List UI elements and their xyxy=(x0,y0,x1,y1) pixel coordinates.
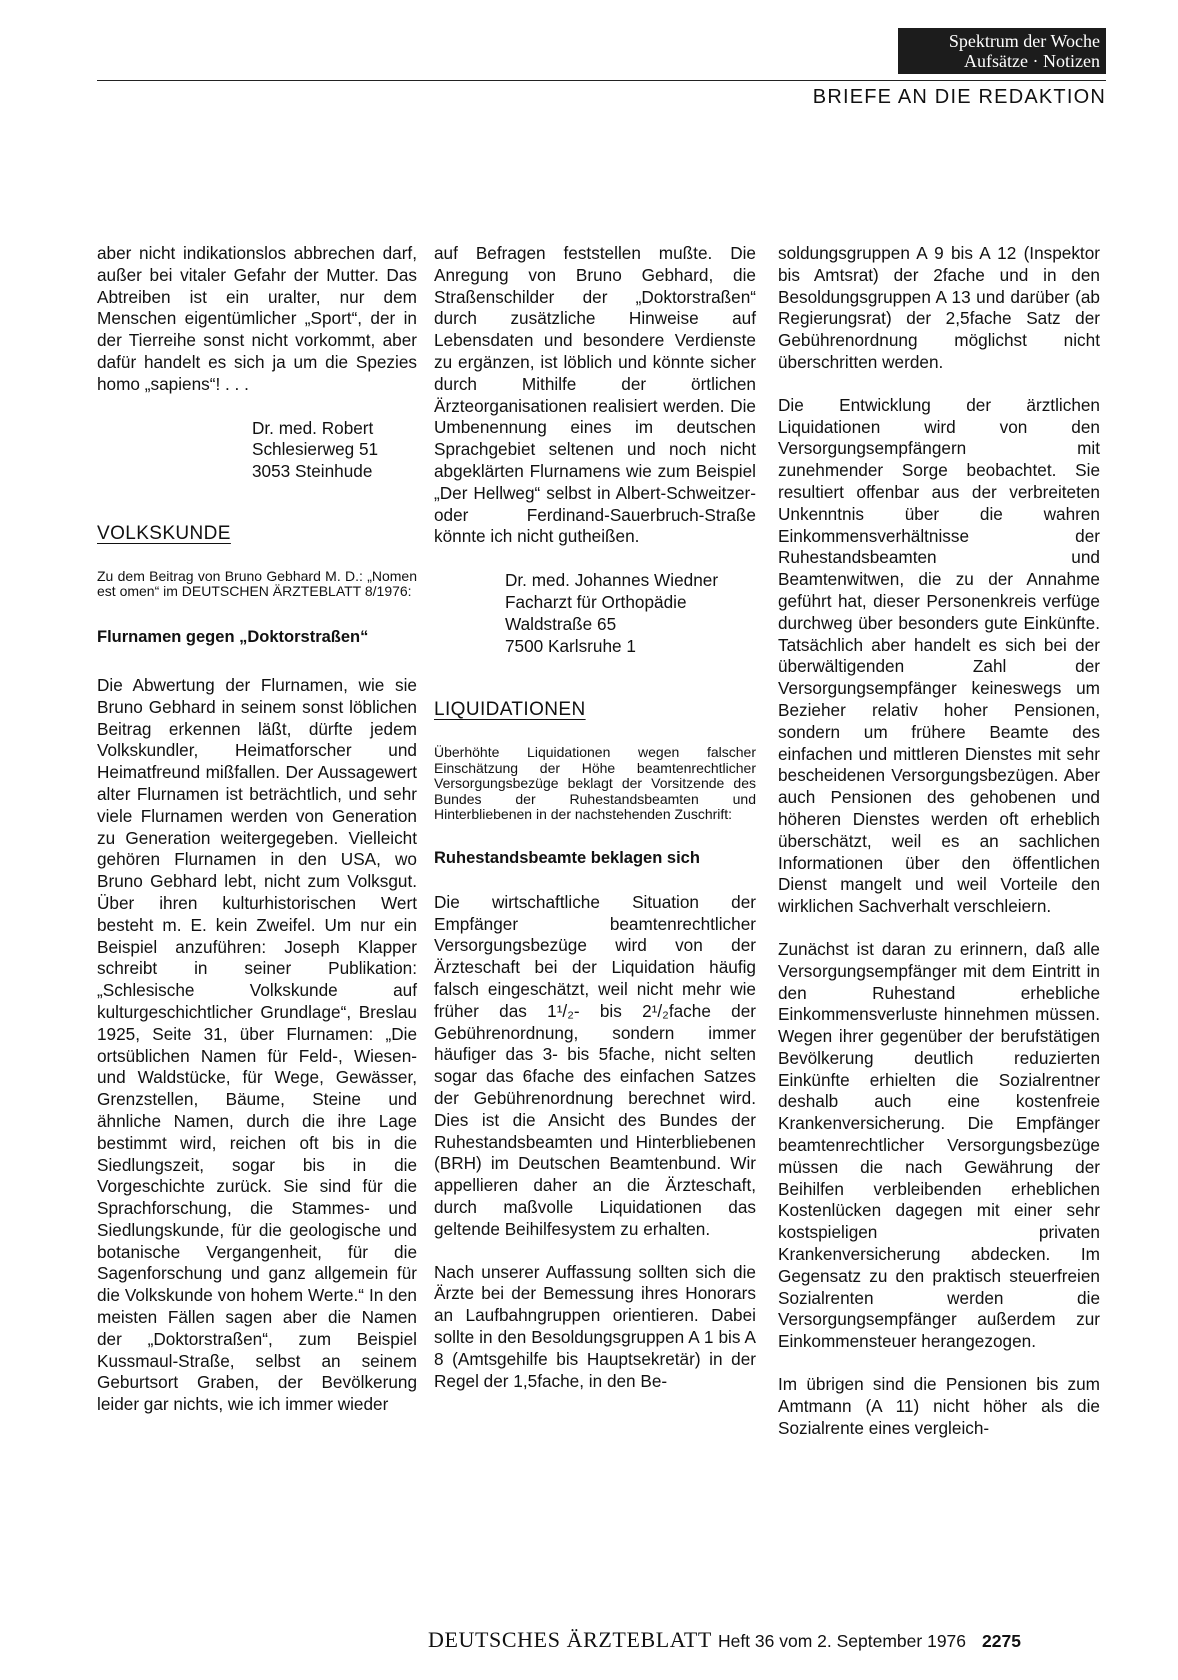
page-number: 2275 xyxy=(982,1631,1021,1651)
body-paragraph: Die Entwicklung der ärztlichen Liquidationen wird von den Versorgungsempfängern mit zunehmender Sorge beobachtet. Sie resultiert offenbar aus der verbreiteten Unkenntnis über die wahren Einkommensverhältnisse der Ruhestandsbeamten und Beamtenwitwen, die zu der Annahme geführt hat, dieser Personenkreis verfüge durchweg über besonders gute Einkünfte. Tatsächlich aber handelt es sich bei der überwältigenden Zahl der Versorgungsempfänger keineswegs um Bezieher relativ hoher Pensionen, sondern um frühere Beamte des einfachen und mittleren Dienstes mit sehr bescheidenen Versorgungsbezügen. Aber auch Pensionen des gehobenen und höheren Dienstes werden oft erheblich überschätzt, weil es an sachlichen Informationen über den öffentlichen Dienst mangelt und weil Vorteile den wirklichen Sachverhalt verschleiern. xyxy=(778,394,1100,917)
body-paragraph: Im übrigen sind die Pensionen bis zum Amtmann (A 11) nicht höher als die Sozialrente eines vergleich- xyxy=(778,1374,1100,1438)
letter-intro: Zu dem Beitrag von Bruno Gebhard M. D.: „Nomen est omen“ im DEUTSCHEN ÄRZTEBLATT 8/1976: xyxy=(97,567,417,600)
badge-line-2: Aufsätze · Notizen xyxy=(964,51,1100,71)
letter-intro: Überhöhte Liquidationen wegen falscher Einschätzung der Höhe beamtenrechtlicher Versorgungsbezüge beklagt der Vorsitzende des Bundes der Ruhestandsbeamten und Hinterbliebenen in der nachstehenden Zuschrift: xyxy=(434,744,756,823)
issue-info: Heft 36 vom 2. September 1976 xyxy=(717,1631,967,1651)
column-3 xyxy=(778,243,1100,1439)
header-rule xyxy=(97,80,1106,81)
column-2 xyxy=(434,243,756,1392)
signature-line: 3053 Steinhude xyxy=(252,461,373,482)
body-paragraph: Nach unserer Auffassung sollten sich die Ärzte bei der Bemessung ihres Honorars an Laufbahngruppen orientieren. Dabei sollte in den Besoldungsgruppen A 1 bis A 8 (Amtsgehilfe bis Hauptsekretär) in der Regel der 1,5fache, in den Be- xyxy=(434,1261,756,1391)
section-heading-volkskunde: VOLKSKUNDE xyxy=(97,522,231,544)
section-heading-liquidationen: LIQUIDATIONEN xyxy=(434,699,586,721)
section-badge xyxy=(898,28,1106,74)
signature-line: Dr. med. Johannes Wiedner xyxy=(505,570,719,591)
body-paragraph: soldungsgruppen A 9 bis A 12 (Inspektor bis Amtsrat) der 2fache und in den Besoldungsgruppen A 13 und darüber (ab Regierungsrat) der 2,5fache Satz der Gebührenordnung möglichst nicht überschritten werden. xyxy=(778,243,1100,372)
letter-title: Ruhestandsbeamte beklagen sich xyxy=(434,848,700,867)
body-paragraph: Die wirtschaftliche Situation der Empfänger beamtenrechtlicher Versorgungsbezüge wird von der Ärzteschaft bei der Liquidation häufig falsch eingeschätzt, weil nicht mehr wie früher das 1¹/₂- bis 2¹/₂fache der Gebührenordnung, sondern immer häufiger das 3- bis 5fache, nicht selten sogar das 6fache des einfachen Satzes der Gebührenordnung berechnet wird. Dies ist die Ansicht des Bundes der Ruhestandsbeamten und Hinterbliebenen (BRH) im Deutschen Beamtenbund. Wir appellieren daher an die Ärzteschaft, durch maßvolle Liquidationen das geltende Beihilfesystem zu erhalten. xyxy=(434,891,756,1239)
signature-block xyxy=(252,418,417,483)
signature-line: Dr. med. Robert xyxy=(252,417,374,438)
badge-line-1: Spektrum der Woche xyxy=(948,31,1100,51)
body-paragraph: Die Abwertung der Flurnamen, wie sie Bruno Gebhard in seinem sonst löblichen Beitrag erkennen läßt, dürfte jedem Volkskundler, Heimatforscher und Heimatfreund mißfallen. Der Aussagewert alter Flurnamen ist beträchtlich, und sehr viele Flurnamen werden von Generation zu Generation weitergegeben. Vielleicht gehören Flurnamen in den USA, wo Bruno Gebhard lebt, nicht zum Volksgut. Über ihren kulturhistorischen Wert besteht m. E. kein Zweifel. Um nur ein Beispiel anzuführen: Joseph Klapper schreibt in seiner Publikation: „Schlesische Volkskunde auf kulturgeschichtlicher Grundlage“, Breslau 1925, Seite 31, über Flurnamen: „Die ortsüblichen Namen für Feld-, Wiesen- und Waldstücke, für Wege, Gewässer, Grenzstellen, Bäume, Steine und ähnliche Namen, durch die ihre Lage bestimmt wird, reichen oft bis in die Siedlungszeit, sogar bis in die Vorgeschichte zurück. Sie sind für die Sprachforschung, die Stammes- und Siedlungskunde, für die geologische und botanische Vergangenheit, für die Sagenforschung und ganz allgemein für die Volkskunde von hohem Werte.“ In den meisten Fällen sagen aber die Namen der „Doktorstraßen“, zum Beispiel Kussmaul-Straße, selbst an seinem Geburtsort Graben, der Bevölkerung leider gar nichts, wie ich immer wieder xyxy=(97,674,417,1415)
body-paragraph: auf Befragen feststellen mußte. Die Anregung von Bruno Gebhard, die Straßenschilder der „Doktorstraßen“ durch zusätzliche Hinweise auf Lebensdaten und besondere Verdienste zu ergänzen, ist löblich und könnte sicher durch Mithilfe der örtlichen Ärzteorganisationen realisiert werden. Die Umbenennung eines im deutschen Sprachgebiet seltenen und noch nicht abgeklärten Flurnamens wie zum Beispiel „Der Hellweg“ selbst in Albert-Schweitzer- oder Ferdinand-Sauerbruch-Straße könnte ich nicht gutheißen. xyxy=(434,243,756,547)
page-footer xyxy=(428,1627,1021,1653)
body-paragraph: Zunächst ist daran zu erinnern, daß alle Versorgungsempfänger mit dem Eintritt in den Ruhestand erhebliche Einkommensverluste hinnehmen müssen. Wegen ihrer gegenüber der berufstätigen Bevölkerung deutlich reduzierten Einkünfte erhielten die Sozialrentner deshalb auch eine kostenfreie Krankenversicherung. Die Empfänger beamtenrechtlicher Versorgungsbezüge müssen die nach Gewährung der Beihilfen verbleibenden erheblichen Kostenlücken dagegen mit einer sehr kostspieligen privaten Krankenversicherung abdecken. Im Gegensatz zu den praktisch steuerfreien Sozialrenten werden die Versorgungsempfänger außerdem zur Einkommensteuer herangezogen. xyxy=(778,938,1100,1352)
signature-line: 7500 Karlsruhe 1 xyxy=(505,635,636,656)
column-1 xyxy=(97,243,417,1416)
letter-ending-paragraph: aber nicht indikationslos abbrechen darf, außer bei vitaler Gefahr der Mutter. Das Abtreiben ist ein uralter, nur dem Menschen eigentümlicher „Sport“, der in der Tierreihe sonst nicht vorkommt, aber dafür handelt es sich ja um die Spezies homo „sapiens“! . . . xyxy=(97,243,417,394)
section-header: BRIEFE AN DIE REDAKTION xyxy=(812,86,1106,108)
signature-line: Schlesierweg 51 xyxy=(252,439,379,460)
signature-block xyxy=(505,570,756,657)
letter-title: Flurnamen gegen „Doktorstraßen“ xyxy=(97,627,369,646)
publication-name: DEUTSCHES ÄRZTEBLATT xyxy=(428,1627,712,1652)
signature-line: Waldstraße 65 xyxy=(505,613,617,634)
signature-line: Facharzt für Orthopädie xyxy=(505,591,687,612)
